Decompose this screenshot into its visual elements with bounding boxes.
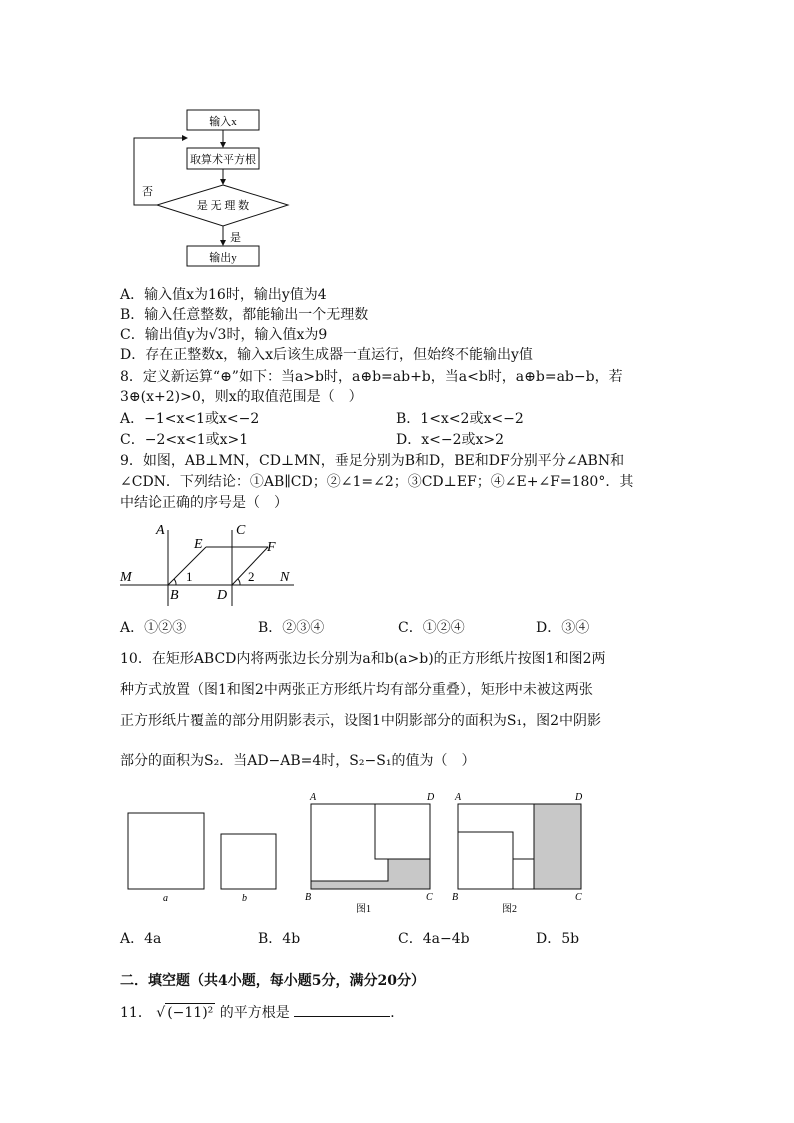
fig2-label-a: A bbox=[455, 792, 462, 803]
output-label: 输出y bbox=[209, 252, 237, 264]
fig2-label-b: B bbox=[452, 892, 459, 903]
fig1-label-d: D bbox=[427, 792, 435, 803]
q10-line3: 正方形纸片覆盖的部分用阴影表示，设图1中阴影部分的面积为S₁，图2中阴影 bbox=[120, 713, 602, 729]
q10-line2: 种方式放置（图1和图2中两张正方形纸片均有部分重叠），矩形中未被这两张 bbox=[120, 682, 593, 698]
q10-option-b: B．4b bbox=[258, 931, 301, 947]
fig1-label-b: B bbox=[305, 892, 312, 903]
q9-line2: ∠CDN．下列结论：①AB∥CD；②∠1=∠2；③CD⊥EF；④∠E+∠F=180°．其 bbox=[120, 474, 634, 490]
q7-option-a: A．输入值x为16时，输出y值为4 bbox=[120, 287, 327, 303]
q8-option-c: C．−2<x<1或x>1 bbox=[120, 432, 249, 448]
q9-label-2: 2 bbox=[248, 569, 255, 584]
q9-option-b: B．②③④ bbox=[258, 620, 325, 636]
q8-line2: 3⊕(x+2)>0，则x的取值范围是（ ） bbox=[120, 389, 363, 405]
q10-figure bbox=[120, 788, 594, 916]
q9-option-d: D．③④ bbox=[536, 620, 590, 636]
q9-figure bbox=[118, 518, 298, 610]
q10-option-d: D．5b bbox=[536, 931, 580, 947]
q8-option-d: D．x<−2或x>2 bbox=[396, 432, 505, 448]
q10-line4: 部分的面积为S₂．当AD−AB=4时，S₂−S₁的值为（ ） bbox=[120, 753, 476, 769]
fig1-label-c: C bbox=[426, 892, 433, 903]
q9-label-b: B bbox=[170, 588, 179, 603]
q11-end: ． bbox=[390, 1005, 405, 1021]
q10-option-c: C．4a−4b bbox=[398, 931, 470, 947]
q9-label-e: E bbox=[194, 537, 203, 552]
q9-label-a: A bbox=[156, 523, 165, 538]
q10-line1: 10．在矩形ABCD内将两张边长分别为a和b(a>b)的正方形纸片按图1和图2两 bbox=[120, 651, 606, 667]
input-label: 输入x bbox=[209, 116, 237, 128]
q9-label-1: 1 bbox=[186, 569, 193, 584]
q11 bbox=[120, 1002, 404, 1022]
q8-option-b: B．1<x<2或x<−2 bbox=[396, 411, 524, 427]
radical-icon: √ bbox=[156, 1005, 166, 1021]
fig1-label-a: A bbox=[310, 792, 317, 803]
section-2-heading: 二．填空题（共4小题，每小题5分，满分20分） bbox=[120, 973, 425, 989]
q11-expression: (−11)² bbox=[167, 1005, 214, 1021]
fig2-label-c: C bbox=[575, 892, 582, 903]
flowchart bbox=[120, 100, 320, 275]
fig1-caption: 图1 bbox=[356, 904, 371, 915]
square-b-label: b bbox=[242, 893, 247, 904]
q11-text: 的平方根是 bbox=[219, 1005, 290, 1021]
q11-answer-blank[interactable] bbox=[294, 1002, 390, 1017]
decision-label: 是 无 理 数 bbox=[196, 200, 250, 212]
q8-line1: 8．定义新运算“⊕”如下：当a>b时，a⊕b=ab+b，当a<b时，a⊕b=ab−b，若 bbox=[120, 369, 623, 385]
q9-label-c: C bbox=[236, 523, 246, 538]
q9-label-n: N bbox=[280, 570, 290, 585]
q9-line3: 中结论正确的序号是（ ） bbox=[120, 495, 288, 511]
q9-label-d: D bbox=[217, 588, 228, 603]
square-b bbox=[221, 834, 276, 889]
no-label: 否 bbox=[142, 186, 153, 198]
q9-option-c: C．①②④ bbox=[398, 620, 465, 636]
q9-label-f: F bbox=[267, 540, 276, 555]
yes-label: 是 bbox=[230, 232, 241, 244]
fig2-caption: 图2 bbox=[502, 904, 517, 915]
q8-option-a: A．−1<x<1或x<−2 bbox=[120, 411, 260, 427]
q11-number: 11． bbox=[120, 1005, 152, 1021]
q7-option-d: D．存在正整数x，输入x后该生成器一直运行，但始终不能输出y值 bbox=[120, 347, 533, 363]
square-a bbox=[128, 813, 204, 889]
process-label: 取算术平方根 bbox=[190, 154, 256, 166]
q7-option-b: B．输入任意整数，都能输出一个无理数 bbox=[120, 307, 369, 323]
square-a-label: a bbox=[163, 893, 168, 904]
q10-option-a: A．4a bbox=[120, 931, 162, 947]
fig2-label-d: D bbox=[575, 792, 583, 803]
q9-label-m: M bbox=[120, 570, 132, 585]
q9-option-a: A．①②③ bbox=[120, 620, 187, 636]
q7-option-c: C．输出值y为√3时，输入值x为9 bbox=[120, 327, 328, 343]
q9-line1: 9．如图，AB⊥MN，CD⊥MN，垂足分别为B和D，BE和DF分别平分∠ABN和 bbox=[120, 453, 625, 469]
